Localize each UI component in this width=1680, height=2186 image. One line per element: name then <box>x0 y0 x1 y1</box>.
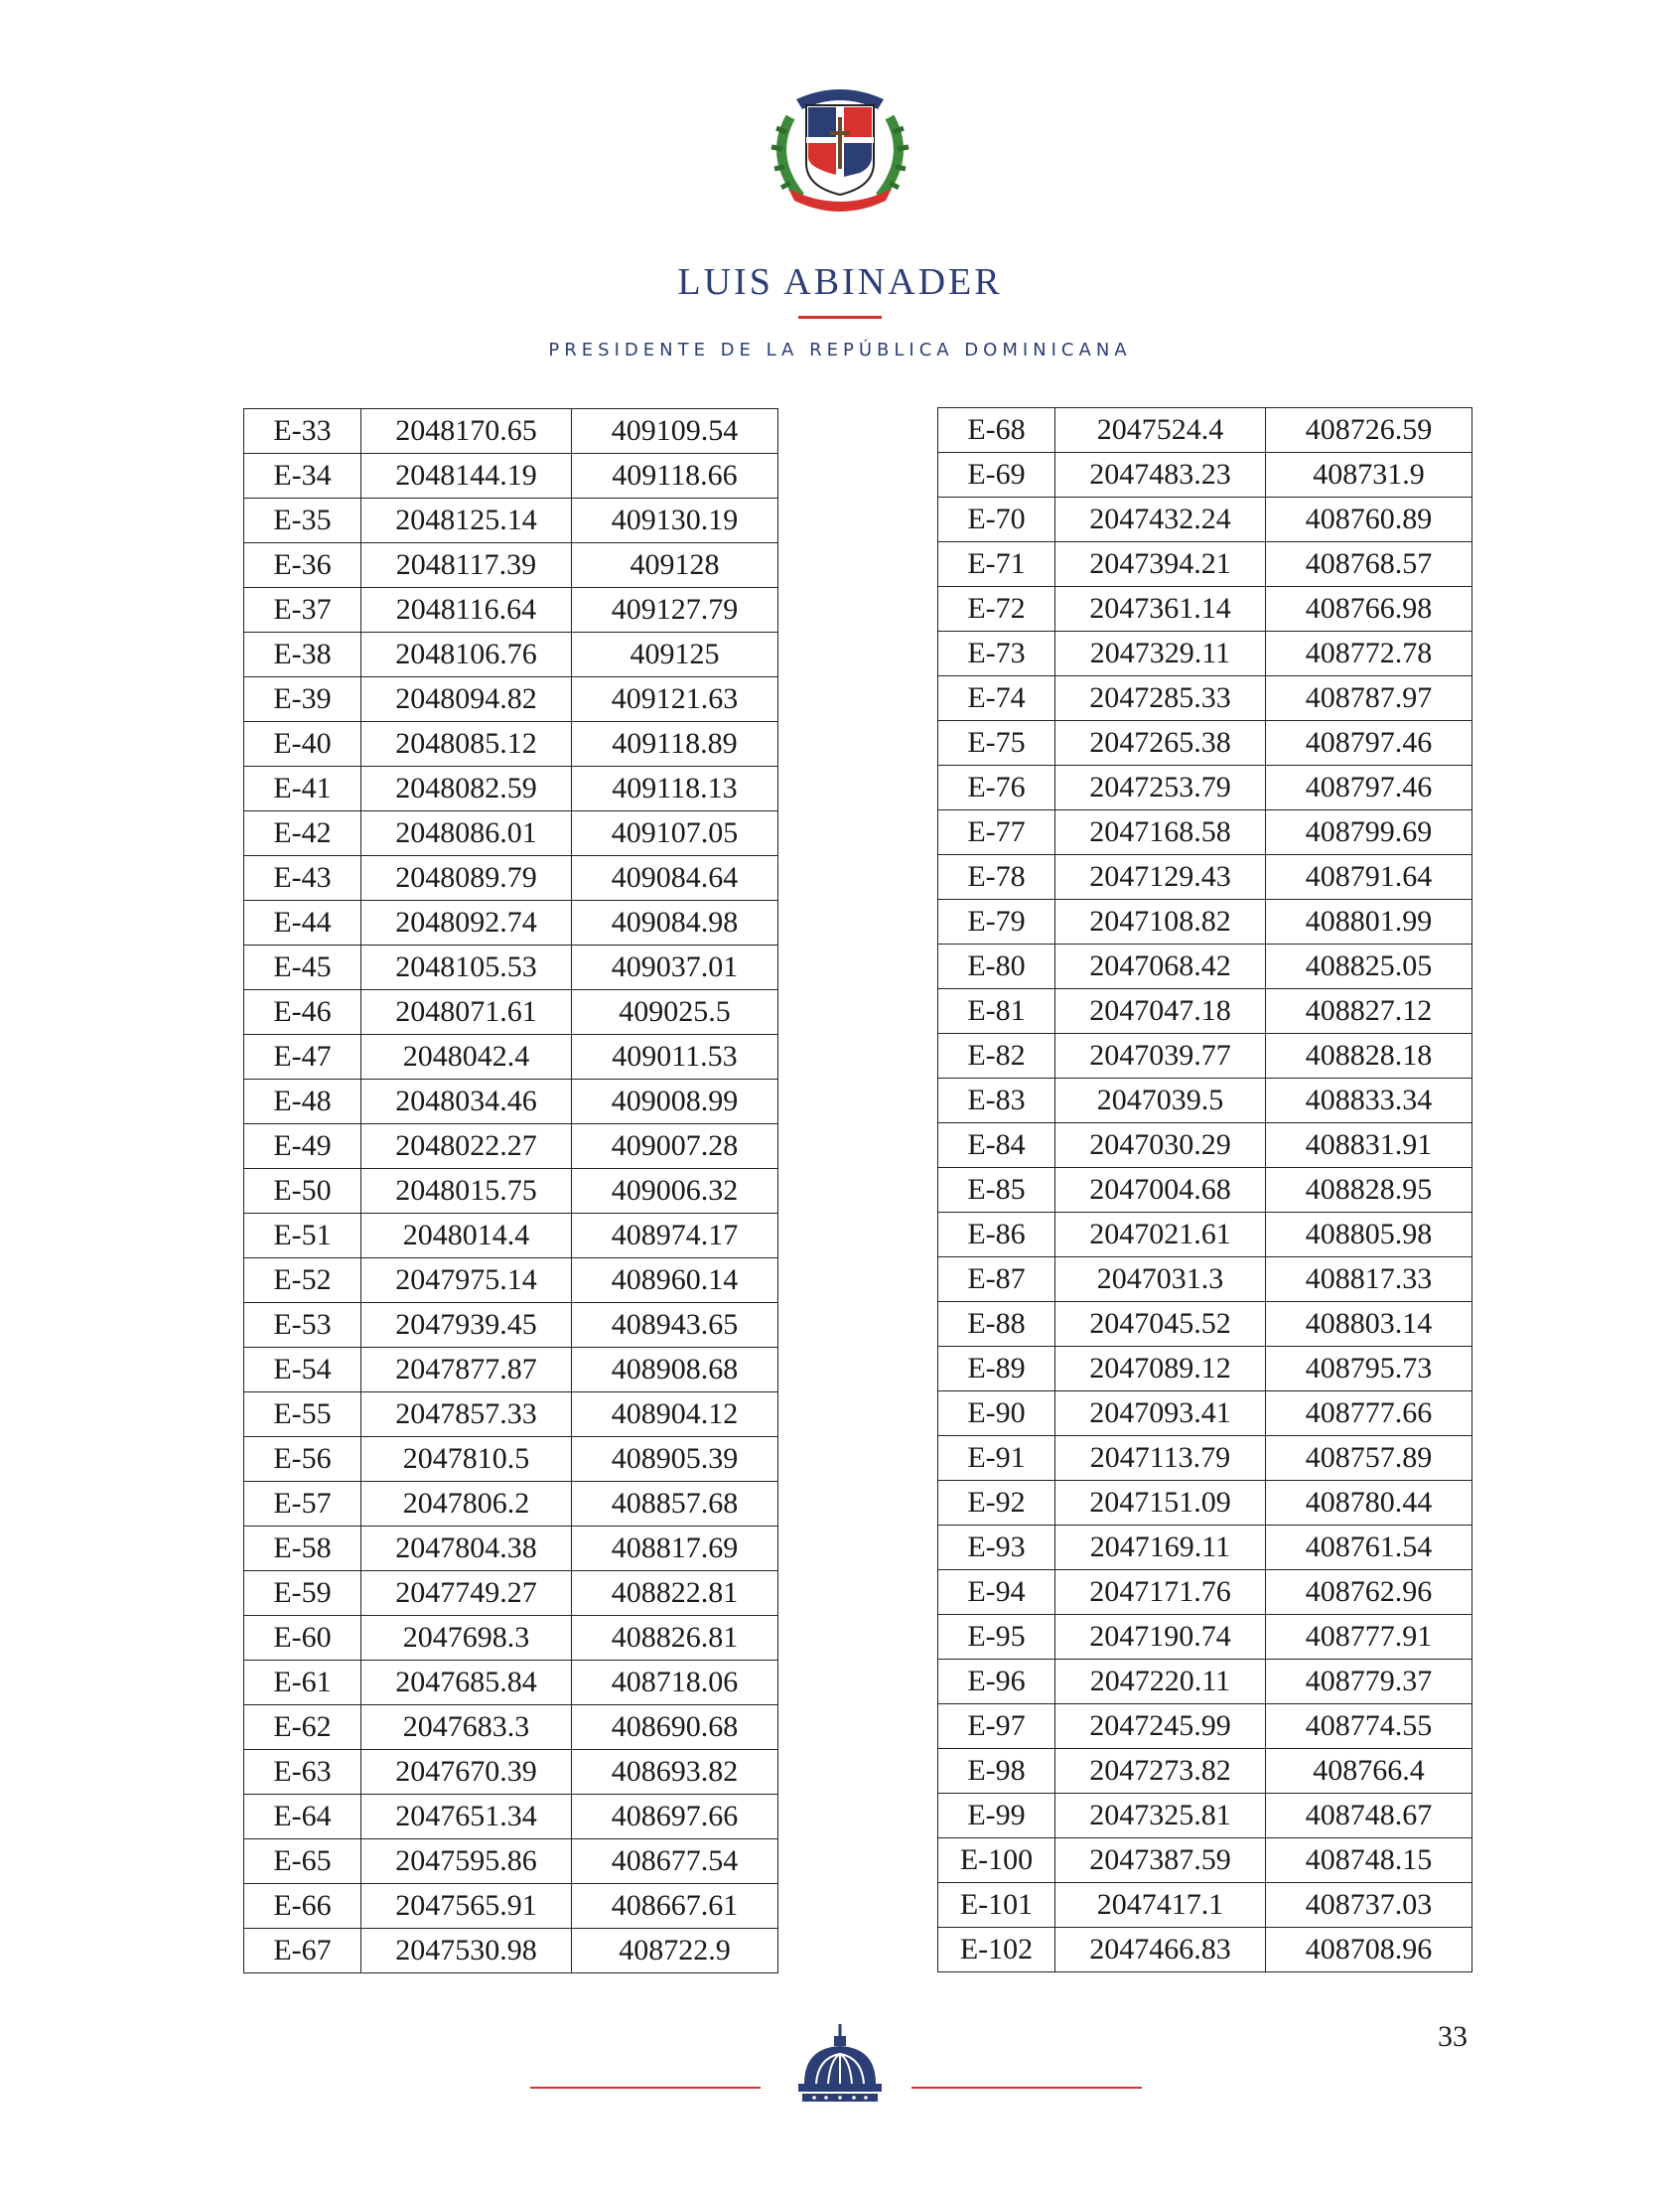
coordinate-north-cell: 2048022.27 <box>361 1124 572 1169</box>
table-row <box>938 1838 1472 1883</box>
point-id-cell: E-89 <box>938 1347 1055 1391</box>
coordinate-north-cell: 2047975.14 <box>361 1258 572 1303</box>
coordinate-east-cell: 408718.06 <box>572 1661 778 1705</box>
point-id-cell: E-41 <box>244 767 361 811</box>
coordinate-north-cell: 2048082.59 <box>361 767 572 811</box>
table-row <box>938 1704 1472 1749</box>
table-row <box>244 1214 778 1258</box>
coordinate-north-cell: 2047021.61 <box>1055 1213 1266 1257</box>
point-id-cell: E-91 <box>938 1436 1055 1481</box>
coordinate-east-cell: 408780.44 <box>1266 1481 1472 1526</box>
table-row <box>938 810 1472 855</box>
table-row <box>244 409 778 454</box>
point-id-cell: E-80 <box>938 945 1055 989</box>
coordinate-north-cell: 2047265.38 <box>1055 721 1266 766</box>
coordinate-east-cell: 408737.03 <box>1266 1883 1472 1928</box>
point-id-cell: E-34 <box>244 454 361 499</box>
coordinate-east-cell: 408833.34 <box>1266 1079 1472 1123</box>
point-id-cell: E-43 <box>244 856 361 901</box>
coordinate-north-cell: 2047245.99 <box>1055 1704 1266 1749</box>
point-id-cell: E-82 <box>938 1034 1055 1079</box>
coordinate-north-cell: 2047273.82 <box>1055 1749 1266 1794</box>
coordinate-north-cell: 2047749.27 <box>361 1571 572 1616</box>
point-id-cell: E-37 <box>244 588 361 633</box>
table-row <box>938 1123 1472 1168</box>
coordinate-north-cell: 2047171.76 <box>1055 1570 1266 1615</box>
point-id-cell: E-68 <box>938 408 1055 453</box>
point-id-cell: E-67 <box>244 1929 361 1973</box>
coordinate-east-cell: 408828.95 <box>1266 1168 1472 1213</box>
coordinate-east-cell: 408805.98 <box>1266 1213 1472 1257</box>
coordinate-north-cell: 2047877.87 <box>361 1348 572 1392</box>
table-row <box>938 1347 1472 1391</box>
president-name: LUIS ABINADER <box>677 261 1003 303</box>
point-id-cell: E-92 <box>938 1481 1055 1526</box>
coordinate-north-cell: 2047698.3 <box>361 1616 572 1661</box>
point-id-cell: E-38 <box>244 633 361 677</box>
point-id-cell: E-39 <box>244 677 361 722</box>
coordinate-north-cell: 2047417.1 <box>1055 1883 1266 1928</box>
coordinate-north-cell: 2047432.24 <box>1055 498 1266 542</box>
table-row <box>244 946 778 990</box>
point-id-cell: E-70 <box>938 498 1055 542</box>
table-row <box>244 1527 778 1571</box>
coordinate-east-cell: 408908.68 <box>572 1348 778 1392</box>
table-row <box>938 453 1472 498</box>
point-id-cell: E-96 <box>938 1660 1055 1704</box>
table-row <box>244 1080 778 1124</box>
table-row <box>938 1213 1472 1257</box>
coordinate-east-cell: 408828.18 <box>1266 1034 1472 1079</box>
coordinate-east-cell: 409121.63 <box>572 677 778 722</box>
coordinate-north-cell: 2047329.11 <box>1055 632 1266 676</box>
point-id-cell: E-79 <box>938 900 1055 945</box>
table-row <box>938 1928 1472 1972</box>
table-row <box>938 721 1472 766</box>
coordinate-east-cell: 408726.59 <box>1266 408 1472 453</box>
coordinate-north-cell: 2048106.76 <box>361 633 572 677</box>
point-id-cell: E-77 <box>938 810 1055 855</box>
point-id-cell: E-59 <box>244 1571 361 1616</box>
coordinate-east-cell: 409107.05 <box>572 811 778 856</box>
coordinate-east-cell: 408777.66 <box>1266 1391 1472 1436</box>
point-id-cell: E-46 <box>244 990 361 1035</box>
table-row <box>244 454 778 499</box>
table-row <box>938 408 1472 453</box>
coordinate-north-cell: 2048105.53 <box>361 946 572 990</box>
point-id-cell: E-78 <box>938 855 1055 900</box>
coordinate-north-cell: 2048094.82 <box>361 677 572 722</box>
coordinate-east-cell: 408677.54 <box>572 1839 778 1884</box>
point-id-cell: E-75 <box>938 721 1055 766</box>
point-id-cell: E-57 <box>244 1482 361 1527</box>
coordinate-north-cell: 2047220.11 <box>1055 1660 1266 1704</box>
coordinate-north-cell: 2047530.98 <box>361 1929 572 1973</box>
point-id-cell: E-65 <box>244 1839 361 1884</box>
table-row <box>938 1615 1472 1660</box>
coordinate-north-cell: 2047039.5 <box>1055 1079 1266 1123</box>
coordinate-east-cell: 408904.12 <box>572 1392 778 1437</box>
palace-dome-icon <box>794 2022 886 2106</box>
point-id-cell: E-84 <box>938 1123 1055 1168</box>
coordinates-table-right <box>937 407 1472 1972</box>
coordinate-north-cell: 2048144.19 <box>361 454 572 499</box>
table-row <box>938 1257 1472 1302</box>
table-row <box>244 1616 778 1661</box>
coordinate-east-cell: 409127.79 <box>572 588 778 633</box>
coordinate-east-cell: 408667.61 <box>572 1884 778 1929</box>
coordinate-north-cell: 2047093.41 <box>1055 1391 1266 1436</box>
point-id-cell: E-60 <box>244 1616 361 1661</box>
coordinate-east-cell: 408799.69 <box>1266 810 1472 855</box>
table-row <box>244 1705 778 1750</box>
coordinate-north-cell: 2047595.86 <box>361 1839 572 1884</box>
coordinate-east-cell: 408766.98 <box>1266 587 1472 632</box>
table-row <box>244 1392 778 1437</box>
table-row <box>938 766 1472 810</box>
table-row <box>244 1661 778 1705</box>
coordinate-east-cell: 409084.98 <box>572 901 778 946</box>
coordinate-east-cell: 408857.68 <box>572 1482 778 1527</box>
point-id-cell: E-87 <box>938 1257 1055 1302</box>
table-row <box>244 767 778 811</box>
table-row <box>938 1660 1472 1704</box>
coordinate-east-cell: 409006.32 <box>572 1169 778 1214</box>
point-id-cell: E-69 <box>938 453 1055 498</box>
coordinate-east-cell: 408826.81 <box>572 1616 778 1661</box>
footer-rule-right <box>911 2087 1142 2089</box>
coordinate-north-cell: 2047169.11 <box>1055 1526 1266 1570</box>
coordinate-east-cell: 408779.37 <box>1266 1660 1472 1704</box>
coordinate-east-cell: 408795.73 <box>1266 1347 1472 1391</box>
point-id-cell: E-53 <box>244 1303 361 1348</box>
table-row <box>244 1795 778 1839</box>
coordinate-east-cell: 408690.68 <box>572 1705 778 1750</box>
coordinate-north-cell: 2047683.3 <box>361 1705 572 1750</box>
point-id-cell: E-49 <box>244 1124 361 1169</box>
coordinate-east-cell: 408748.15 <box>1266 1838 1472 1883</box>
table-row <box>244 901 778 946</box>
coordinate-north-cell: 2047466.83 <box>1055 1928 1266 1972</box>
point-id-cell: E-97 <box>938 1704 1055 1749</box>
coordinate-north-cell: 2048085.12 <box>361 722 572 767</box>
coordinate-east-cell: 408766.4 <box>1266 1749 1472 1794</box>
table-row <box>244 722 778 767</box>
coordinate-east-cell: 409130.19 <box>572 499 778 543</box>
point-id-cell: E-99 <box>938 1794 1055 1838</box>
coordinate-east-cell: 408827.12 <box>1266 989 1472 1034</box>
coordinate-north-cell: 2047806.2 <box>361 1482 572 1527</box>
coordinate-east-cell: 408974.17 <box>572 1214 778 1258</box>
coordinate-east-cell: 408757.89 <box>1266 1436 1472 1481</box>
table-row <box>938 900 1472 945</box>
page-number: 33 <box>1438 2020 1468 2053</box>
table-row <box>244 1258 778 1303</box>
point-id-cell: E-100 <box>938 1838 1055 1883</box>
coordinate-east-cell: 408803.14 <box>1266 1302 1472 1347</box>
point-id-cell: E-48 <box>244 1080 361 1124</box>
coordinate-east-cell: 409037.01 <box>572 946 778 990</box>
table-row <box>244 499 778 543</box>
point-id-cell: E-50 <box>244 1169 361 1214</box>
point-id-cell: E-52 <box>244 1258 361 1303</box>
point-id-cell: E-73 <box>938 632 1055 676</box>
point-id-cell: E-45 <box>244 946 361 990</box>
coordinate-north-cell: 2047325.81 <box>1055 1794 1266 1838</box>
coordinate-north-cell: 2047047.18 <box>1055 989 1266 1034</box>
coordinate-north-cell: 2047361.14 <box>1055 587 1266 632</box>
point-id-cell: E-36 <box>244 543 361 588</box>
coordinate-north-cell: 2048086.01 <box>361 811 572 856</box>
coordinate-east-cell: 408774.55 <box>1266 1704 1472 1749</box>
point-id-cell: E-81 <box>938 989 1055 1034</box>
point-id-cell: E-72 <box>938 587 1055 632</box>
table-row <box>938 855 1472 900</box>
table-row <box>244 1482 778 1527</box>
coordinate-east-cell: 408817.69 <box>572 1527 778 1571</box>
coordinate-east-cell: 408831.91 <box>1266 1123 1472 1168</box>
coordinate-north-cell: 2047565.91 <box>361 1884 572 1929</box>
point-id-cell: E-55 <box>244 1392 361 1437</box>
coat-of-arms-icon <box>761 77 919 217</box>
point-id-cell: E-35 <box>244 499 361 543</box>
point-id-cell: E-40 <box>244 722 361 767</box>
table-row <box>244 1839 778 1884</box>
table-row <box>244 1884 778 1929</box>
coordinate-east-cell: 408791.64 <box>1266 855 1472 900</box>
coordinate-north-cell: 2047939.45 <box>361 1303 572 1348</box>
coordinate-north-cell: 2047857.33 <box>361 1392 572 1437</box>
point-id-cell: E-58 <box>244 1527 361 1571</box>
table-row <box>244 1303 778 1348</box>
coordinate-north-cell: 2047108.82 <box>1055 900 1266 945</box>
table-row <box>938 542 1472 587</box>
table-row <box>938 1168 1472 1213</box>
coordinates-table-left <box>243 408 778 1973</box>
coordinate-east-cell: 409025.5 <box>572 990 778 1035</box>
coordinate-north-cell: 2047168.58 <box>1055 810 1266 855</box>
coordinate-north-cell: 2048170.65 <box>361 409 572 454</box>
table-row <box>938 587 1472 632</box>
footer-rule-left <box>530 2087 761 2089</box>
coordinate-north-cell: 2047387.59 <box>1055 1838 1266 1883</box>
point-id-cell: E-83 <box>938 1079 1055 1123</box>
coordinate-east-cell: 408943.65 <box>572 1303 778 1348</box>
coordinate-east-cell: 408697.66 <box>572 1795 778 1839</box>
coordinate-east-cell: 408822.81 <box>572 1571 778 1616</box>
table-row <box>244 1750 778 1795</box>
coordinate-east-cell: 408768.57 <box>1266 542 1472 587</box>
table-row <box>244 856 778 901</box>
table-row <box>244 1437 778 1482</box>
coordinate-north-cell: 2048014.4 <box>361 1214 572 1258</box>
coordinate-east-cell: 409011.53 <box>572 1035 778 1080</box>
point-id-cell: E-88 <box>938 1302 1055 1347</box>
point-id-cell: E-44 <box>244 901 361 946</box>
coordinate-north-cell: 2048117.39 <box>361 543 572 588</box>
table-row <box>938 632 1472 676</box>
table-row <box>938 1481 1472 1526</box>
coordinate-east-cell: 409118.66 <box>572 454 778 499</box>
point-id-cell: E-90 <box>938 1391 1055 1436</box>
coordinate-east-cell: 408748.67 <box>1266 1794 1472 1838</box>
coordinate-east-cell: 408761.54 <box>1266 1526 1472 1570</box>
table-row <box>938 1526 1472 1570</box>
coordinate-north-cell: 2047810.5 <box>361 1437 572 1482</box>
table-row <box>938 1034 1472 1079</box>
point-id-cell: E-101 <box>938 1883 1055 1928</box>
coordinate-east-cell: 409007.28 <box>572 1124 778 1169</box>
coordinate-east-cell: 408960.14 <box>572 1258 778 1303</box>
point-id-cell: E-66 <box>244 1884 361 1929</box>
coordinate-north-cell: 2047045.52 <box>1055 1302 1266 1347</box>
coordinate-east-cell: 409118.13 <box>572 767 778 811</box>
president-title: PRESIDENTE DE LA REPÚBLICA DOMINICANA <box>548 340 1132 361</box>
coordinate-north-cell: 2047039.77 <box>1055 1034 1266 1079</box>
coordinate-east-cell: 409084.64 <box>572 856 778 901</box>
table-row <box>938 1436 1472 1481</box>
table-row <box>938 498 1472 542</box>
table-row <box>244 1035 778 1080</box>
coordinate-north-cell: 2047089.12 <box>1055 1347 1266 1391</box>
coordinate-north-cell: 2047651.34 <box>361 1795 572 1839</box>
coordinate-north-cell: 2048092.74 <box>361 901 572 946</box>
coordinate-north-cell: 2048042.4 <box>361 1035 572 1080</box>
point-id-cell: E-86 <box>938 1213 1055 1257</box>
coordinate-east-cell: 408825.05 <box>1266 945 1472 989</box>
table-row <box>938 676 1472 721</box>
table-row <box>938 1794 1472 1838</box>
table-row <box>244 588 778 633</box>
coordinate-north-cell: 2047068.42 <box>1055 945 1266 989</box>
table-row <box>244 633 778 677</box>
point-id-cell: E-93 <box>938 1526 1055 1570</box>
coordinate-east-cell: 408762.96 <box>1266 1570 1472 1615</box>
table-row <box>244 1169 778 1214</box>
coordinate-north-cell: 2047129.43 <box>1055 855 1266 900</box>
table-row <box>938 1391 1472 1436</box>
table-row <box>244 543 778 588</box>
point-id-cell: E-56 <box>244 1437 361 1482</box>
table-row <box>938 1883 1472 1928</box>
point-id-cell: E-33 <box>244 409 361 454</box>
table-row <box>244 990 778 1035</box>
point-id-cell: E-102 <box>938 1928 1055 1972</box>
point-id-cell: E-63 <box>244 1750 361 1795</box>
table-row <box>244 811 778 856</box>
name-underline <box>798 316 882 319</box>
point-id-cell: E-74 <box>938 676 1055 721</box>
coordinate-east-cell: 408797.46 <box>1266 766 1472 810</box>
point-id-cell: E-61 <box>244 1661 361 1705</box>
coordinate-north-cell: 2047253.79 <box>1055 766 1266 810</box>
coordinate-north-cell: 2047685.84 <box>361 1661 572 1705</box>
table-row <box>244 1348 778 1392</box>
coordinate-east-cell: 408693.82 <box>572 1750 778 1795</box>
table-row <box>244 1571 778 1616</box>
coordinate-east-cell: 409118.89 <box>572 722 778 767</box>
coordinate-north-cell: 2047190.74 <box>1055 1615 1266 1660</box>
coordinate-north-cell: 2048071.61 <box>361 990 572 1035</box>
coordinate-north-cell: 2048034.46 <box>361 1080 572 1124</box>
table-row <box>938 1302 1472 1347</box>
coordinate-north-cell: 2047285.33 <box>1055 676 1266 721</box>
coordinate-north-cell: 2047151.09 <box>1055 1481 1266 1526</box>
point-id-cell: E-71 <box>938 542 1055 587</box>
table-row <box>244 1124 778 1169</box>
table-row <box>938 1079 1472 1123</box>
point-id-cell: E-76 <box>938 766 1055 810</box>
point-id-cell: E-54 <box>244 1348 361 1392</box>
table-row <box>938 1749 1472 1794</box>
coordinate-east-cell: 409125 <box>572 633 778 677</box>
point-id-cell: E-98 <box>938 1749 1055 1794</box>
coordinate-north-cell: 2048125.14 <box>361 499 572 543</box>
table-row <box>938 989 1472 1034</box>
coordinate-north-cell: 2048089.79 <box>361 856 572 901</box>
point-id-cell: E-47 <box>244 1035 361 1080</box>
point-id-cell: E-42 <box>244 811 361 856</box>
coordinate-north-cell: 2047483.23 <box>1055 453 1266 498</box>
coordinate-east-cell: 408817.33 <box>1266 1257 1472 1302</box>
coordinate-north-cell: 2047524.4 <box>1055 408 1266 453</box>
coordinate-east-cell: 408760.89 <box>1266 498 1472 542</box>
coordinate-east-cell: 408777.91 <box>1266 1615 1472 1660</box>
point-id-cell: E-62 <box>244 1705 361 1750</box>
coordinate-east-cell: 409008.99 <box>572 1080 778 1124</box>
coordinate-north-cell: 2047804.38 <box>361 1527 572 1571</box>
coordinate-north-cell: 2047394.21 <box>1055 542 1266 587</box>
coordinate-east-cell: 408708.96 <box>1266 1928 1472 1972</box>
table-row <box>938 945 1472 989</box>
point-id-cell: E-95 <box>938 1615 1055 1660</box>
coordinate-north-cell: 2047004.68 <box>1055 1168 1266 1213</box>
coordinate-north-cell: 2047113.79 <box>1055 1436 1266 1481</box>
coordinate-east-cell: 408797.46 <box>1266 721 1472 766</box>
table-row <box>938 1570 1472 1615</box>
point-id-cell: E-85 <box>938 1168 1055 1213</box>
point-id-cell: E-94 <box>938 1570 1055 1615</box>
coordinate-east-cell: 408731.9 <box>1266 453 1472 498</box>
table-row <box>244 677 778 722</box>
coordinate-north-cell: 2047030.29 <box>1055 1123 1266 1168</box>
coordinate-east-cell: 408905.39 <box>572 1437 778 1482</box>
coordinate-east-cell: 408801.99 <box>1266 900 1472 945</box>
coordinate-east-cell: 408787.97 <box>1266 676 1472 721</box>
point-id-cell: E-64 <box>244 1795 361 1839</box>
coordinate-east-cell: 408722.9 <box>572 1929 778 1973</box>
coordinate-north-cell: 2048015.75 <box>361 1169 572 1214</box>
coordinate-north-cell: 2047031.3 <box>1055 1257 1266 1302</box>
table-row <box>244 1929 778 1973</box>
coordinate-east-cell: 409109.54 <box>572 409 778 454</box>
coordinate-east-cell: 408772.78 <box>1266 632 1472 676</box>
coordinate-north-cell: 2048116.64 <box>361 588 572 633</box>
coordinate-east-cell: 409128 <box>572 543 778 588</box>
coordinate-north-cell: 2047670.39 <box>361 1750 572 1795</box>
point-id-cell: E-51 <box>244 1214 361 1258</box>
